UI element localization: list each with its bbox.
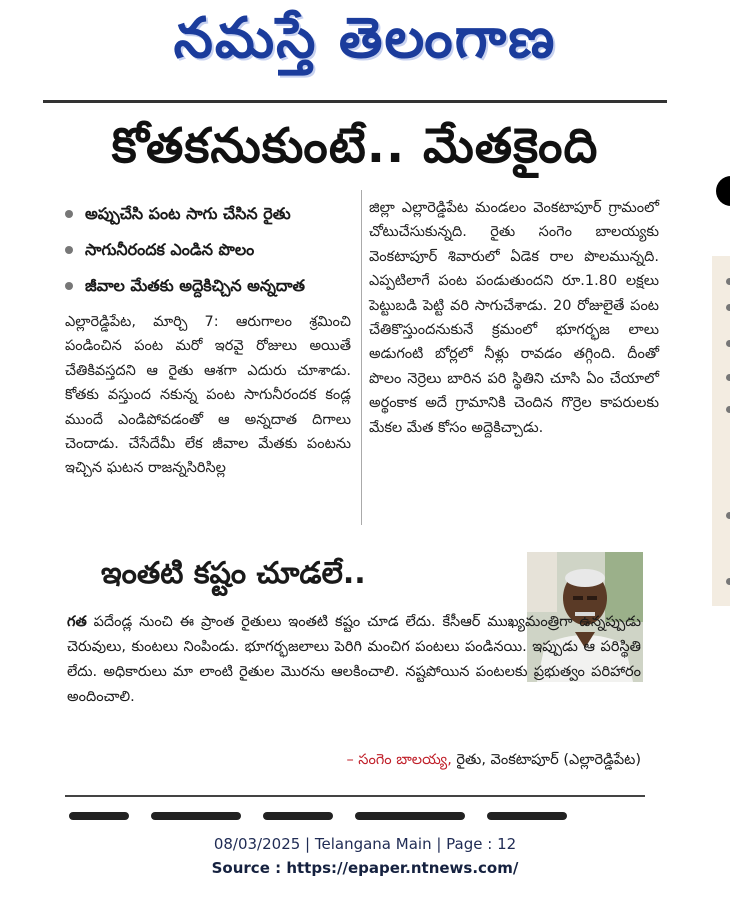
page-footer [0,832,730,880]
highlight-item: జీవాల మేతకు అద్దెకిచ్చిన అన్నదాత [65,268,365,304]
source-link[interactable]: Source : https://epaper.ntnews.com/ [211,859,519,877]
article-clipping [43,100,667,820]
edge-sidebar-box [712,256,730,606]
edge-dot-icon [716,176,730,206]
adjacent-article-edge [712,176,730,826]
bullet-icon [65,282,73,290]
quote-attribution: – సంగెం బాలయ్య, రైతు, వెంకటాపూర్ (ఎల్లారెడ్డిపేట) [346,752,641,768]
highlight-item: సాగునీరందక ఎండిన పొలం [65,232,365,268]
body-right-column: జిల్లా ఎల్లారెడ్డిపేట మండలం వెంకటాపూర్ గ్రామంలో చోటుచేసుకున్నది. రైతు సంగెం బాలయ్యకు వెంకటాపూర్ శివారులో ఏడెక రాల పొలమున్నది. ఎప్పటిలాగే పంట పండుతుందని రూ.1.80 లక్షలు పెట్టుబడి పెట్టి వరి సాగుచేశాడు. 20 రోజులైతే పంట చేతికొస్తుందనుకునే క్రమంలో భూగర్భజ లాలు అడుగంటి బోర్లలో నీళ్లు రావడం తగ్గింది. దీంతో పొలం నెర్రెలు బారిన పరి స్థితిని చూసి ఏం చేయాలో అర్థంకాక అదే గ్రామానికి చెందిన గొర్రెల కాపరులకు మేకల మేత కోసం అద్దెకిచ్చాడు. [369,200,659,436]
top-rule [43,100,667,103]
body-left-column: ఎల్లారెడ్డిపేట, మార్చి 7: ఆరుగాలం శ్రమించి పండించిన పంట మరో ఇరవై రోజులు అయితే చేతికివస్తదని ఆ రైతు ఆశగా ఎదురు చూశాడు. కోతకు వస్తుంద నకున్న పంట సాగునీరందక కండ్ల ముందే ఎండిపోవడంతో ఆ అన్నదాత దిగాలు చెందాడు. చేసేదేమీ లేక జీవాల మేతకు పంటను ఇచ్చిన ఘటన రాజన్నసిరిసిల్ల [65,314,351,477]
bottom-rule [65,795,645,797]
newspaper-logo: నమస్తే తెలంగాణ [173,6,557,71]
cut-off-next-article [69,812,629,820]
farmer-quote: గత పదేండ్ల నుంచి ఈ ప్రాంత రైతులు ఇంతటి కష్టం చూడ లేదు. కేసీఆర్ ముఖ్యమంత్రిగా ఉన్నప్పుడు చెరువులు, కుంటలు నింపిండు. భూగర్భజలాలు పెరిగి మంచిగ పంటలు పండినయి. ఇప్పుడు ఆ పరిస్థితి లేదు. అధికారులు మా లాంటి రైతుల మొరను ఆలకించాలి. నష్టపోయిన పంటలకు ప్రభుత్వం పరిహారం అందించాలి. [67,614,641,705]
highlight-item: అప్పుచేసి పంట సాగు చేసిన రైతు [65,196,365,232]
article-headline: కోతకనుకుంటే.. మేతకైంది [111,118,599,174]
highlights-list [65,196,365,304]
masthead [0,0,730,80]
bullet-icon [65,246,73,254]
bullet-icon [65,210,73,218]
column-divider [361,190,362,525]
sub-headline: ఇంతటి కష్టం చూడలే.. [101,556,366,591]
edition-info: 08/03/2025 | Telangana Main | Page : 12 [213,835,517,853]
